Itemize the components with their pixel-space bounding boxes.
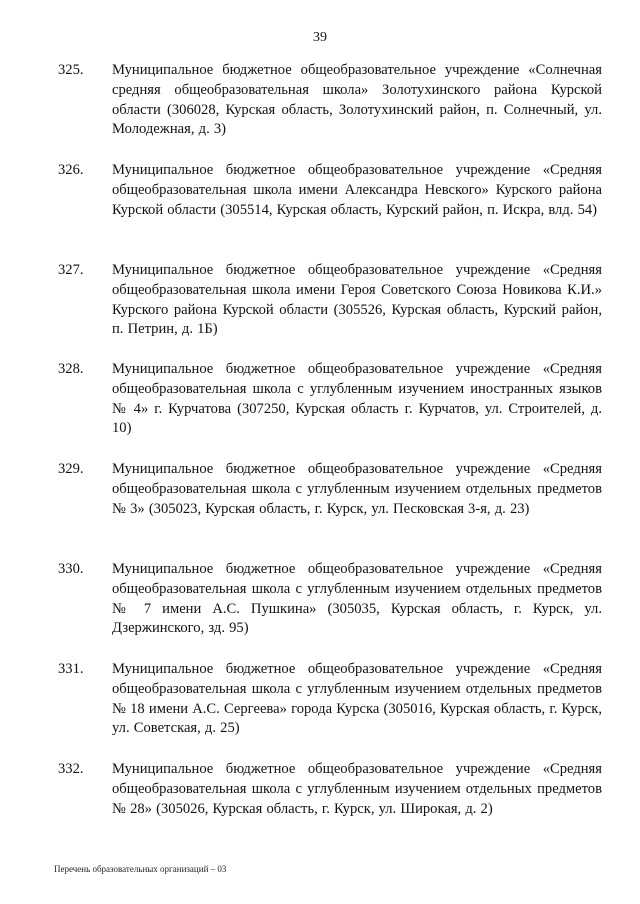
list-item [58, 360, 602, 439]
item-text: Муниципальное бюджетное общеобразовательное учреждение «Средняя общеобразовательная школа с углубленным изучением отдельных предметов № 18 имени А.С. Сергеева» города Курска (305016, Курская область, г. Курск, ул. Советская, д. 25) [112, 661, 602, 737]
list-item [58, 760, 602, 819]
item-number: 328. [58, 361, 84, 377]
page-number: 39 [313, 30, 327, 45]
item-number: 330. [58, 561, 84, 577]
item-text: Муниципальное бюджетное общеобразовательное учреждение «Средняя общеобразовательная школа с углубленным изучением отдельных предметов № 28» (305026, Курская область, г. Курск, ул. Широкая, д. 2) [112, 761, 602, 817]
item-number: 329. [58, 461, 84, 477]
list-item [58, 161, 602, 220]
list-item [58, 261, 602, 340]
item-text: Муниципальное бюджетное общеобразовательное учреждение «Солнечная средняя общеобразовательная школа» Золотухинского района Курской области (306028, Курская область, Золотухинский район, п. Солнечный, ул. Молодежная, д. 3) [112, 62, 602, 138]
list-item [58, 560, 602, 639]
item-number: 332. [58, 761, 84, 777]
item-text: Муниципальное бюджетное общеобразовательное учреждение «Средняя общеобразовательная школа с углубленным изучением отдельных предметов № 3» (305023, Курская область, г. Курск, ул. Песковская 3-я, д. 23) [112, 461, 602, 517]
list-item [58, 460, 602, 519]
item-number: 326. [58, 162, 84, 178]
list-item [58, 61, 602, 140]
item-text: Муниципальное бюджетное общеобразовательное учреждение «Средняя общеобразовательная школа имени Героя Советского Союза Новикова К.И.» Курского района Курской области (305526, Курская область, Курский район, п. Петрин, д. 1Б) [112, 262, 602, 338]
item-text: Муниципальное бюджетное общеобразовательное учреждение «Средняя общеобразовательная школа имени Александра Невского» Курского района Курской области (305514, Курская область, Курский район, п. Искра, влд. 54) [112, 162, 602, 218]
item-number: 331. [58, 661, 84, 677]
item-text: Муниципальное бюджетное общеобразовательное учреждение «Средняя общеобразовательная школа с углубленным изучением отдельных предметов № 7 имени А.С. Пушкина» (305035, Курская область, г. Курск, ул. Дзержинского, зд. 95) [112, 561, 602, 637]
item-number: 325. [58, 62, 84, 78]
item-text: Муниципальное бюджетное общеобразовательное учреждение «Средняя общеобразовательная школа с углубленным изучением иностранных языков № 4» г. Курчатова (307250, Курская область г. Курчатов, ул. Строителей, д. 10) [112, 361, 602, 437]
item-number: 327. [58, 262, 84, 278]
page-footer: Перечень образовательных организаций – 03 [54, 864, 227, 874]
list-item [58, 660, 602, 739]
